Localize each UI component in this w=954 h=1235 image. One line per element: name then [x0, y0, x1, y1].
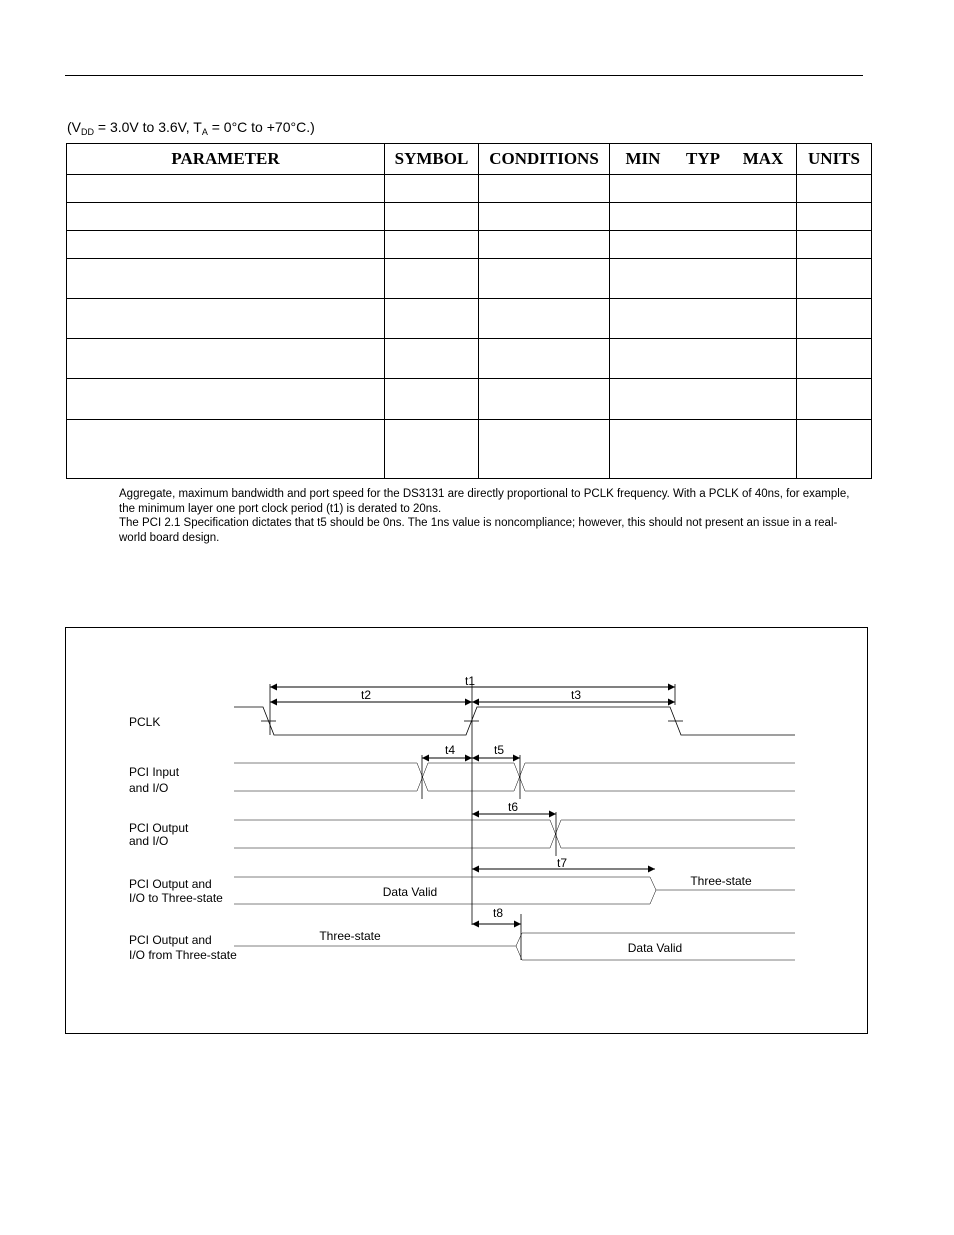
pci-input-waveform [234, 755, 795, 799]
note-pclk-bandwidth: Aggregate, maximum bandwidth and port speed for the DS3131 are directly proportional to PCLK frequency. With a PCLK of 40ns, for example, the minimum layer one port clock period (t1) is derated to 20ns. [119, 488, 850, 515]
operating-conditions: ($V_{DD} = 3.0V$ to 3.6V, $T_A = 0^\circ C$ to +70°C.) [67, 119, 315, 137]
label-t6: t6 [507, 800, 519, 814]
label-t8: t8 [492, 906, 504, 920]
state-data-valid-from-three: Data Valid [627, 941, 683, 955]
header-min: MIN [625, 149, 661, 168]
label-t5: t5 [493, 743, 505, 757]
header-parameter: PARAMETER [67, 144, 385, 175]
label-to-three-state-line2: I/O to Three-state [129, 891, 223, 905]
label-pci-output-line1: PCI Output [129, 821, 189, 835]
note-t5-compliance: The PCI 2.1 Specification dictates that t5 should be 0ns. The 1ns value is noncompliance; however, this should not present an issue in a real-world board design. [119, 517, 838, 544]
label-from-three-state-line2: I/O from Three-state [129, 948, 237, 962]
from-three-state-waveform [234, 914, 795, 960]
label-pci-input-line1: PCI Input [129, 765, 180, 779]
header-conditions: CONDITIONS [479, 144, 610, 175]
label-pci-input-line2: and I/O [129, 781, 169, 795]
label-t1: t1 [464, 674, 476, 688]
header-typ: TYP [686, 149, 720, 168]
label-t4: t4 [444, 743, 456, 757]
label-t3: t3 [570, 688, 582, 702]
header-max: MAX [742, 149, 784, 168]
label-t7: t7 [556, 856, 568, 870]
label-to-three-state-line1: PCI Output and [129, 877, 212, 891]
clock-period-arrows [270, 687, 675, 702]
label-pclk: PCLK [129, 715, 161, 729]
header-symbol: SYMBOL [385, 144, 479, 175]
state-three-state-from-three: Three-state [319, 929, 381, 943]
state-data-valid-to-three: Data Valid [382, 885, 438, 899]
state-three-state-to-three: Three-state [690, 874, 752, 888]
label-t2: t2 [360, 688, 372, 702]
label-from-three-state-line1: PCI Output and [129, 933, 212, 947]
header-units: UNITS [797, 144, 872, 175]
pci-output-waveform [234, 812, 795, 856]
label-pci-output-line2: and I/O [129, 834, 169, 848]
